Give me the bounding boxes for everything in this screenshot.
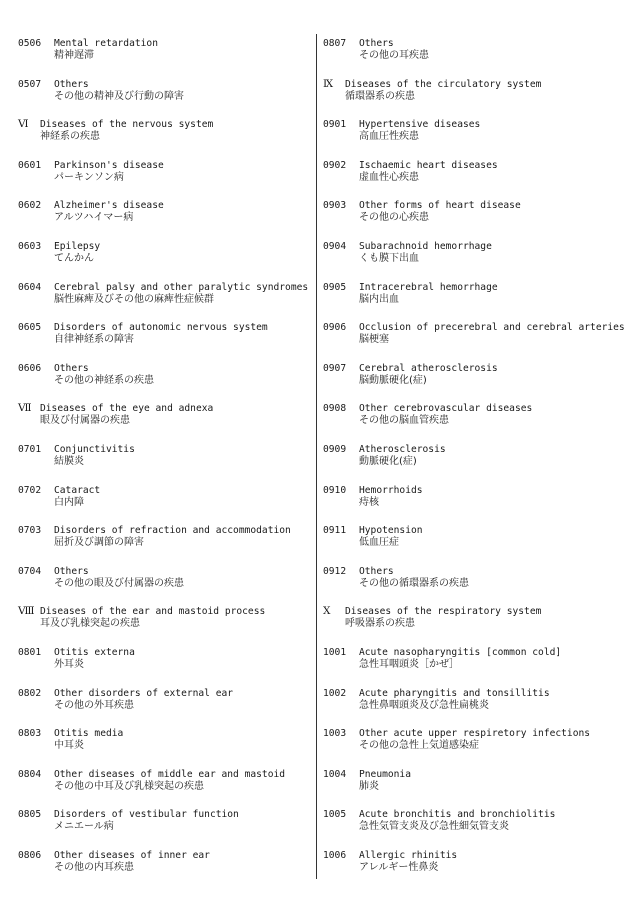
japanese-name: 肺炎 bbox=[359, 780, 379, 792]
disease-entry bbox=[18, 241, 310, 282]
japanese-name: 屈折及び調節の障害 bbox=[54, 537, 144, 549]
japanese-name: 結膜炎 bbox=[54, 455, 84, 467]
japanese-name: アレルギー性鼻炎 bbox=[359, 861, 439, 873]
english-name: Conjunctivitis bbox=[54, 443, 135, 455]
english-name: Others bbox=[54, 565, 89, 577]
japanese-name: その他の神経系の疾患 bbox=[54, 374, 154, 386]
japanese-name: くも膜下出血 bbox=[359, 252, 419, 264]
entry-code: 0910 bbox=[323, 484, 347, 496]
english-name: Otitis media bbox=[54, 728, 124, 740]
english-name: Subarachnoid hemorrhage bbox=[359, 240, 492, 252]
disease-entry bbox=[18, 728, 310, 769]
english-name: Cataract bbox=[54, 484, 101, 496]
english-name: Other forms of heart disease bbox=[359, 200, 521, 212]
english-name: Others bbox=[54, 362, 89, 374]
entry-code: 0907 bbox=[323, 362, 347, 374]
japanese-name: 急性鼻咽頭炎及び急性扁桃炎 bbox=[359, 699, 489, 711]
english-name: Intracerebral hemorrhage bbox=[359, 281, 498, 293]
english-name: Other diseases of middle ear and mastoid bbox=[54, 768, 286, 780]
english-name: Other disorders of external ear bbox=[54, 687, 234, 699]
entry-code: 0602 bbox=[18, 200, 42, 212]
english-name: Other cerebrovascular diseases bbox=[359, 403, 533, 415]
entry-code: 0901 bbox=[323, 119, 347, 131]
english-name: Others bbox=[54, 78, 89, 90]
disease-entry bbox=[323, 241, 623, 282]
japanese-name: その他の精神及び行動の障害 bbox=[54, 90, 184, 102]
entry-code: 0506 bbox=[18, 38, 42, 49]
japanese-name: その他の中耳及び乳様突起の疾患 bbox=[54, 780, 204, 792]
japanese-name: その他の心疾患 bbox=[359, 212, 429, 224]
entry-code: 0803 bbox=[18, 728, 42, 740]
japanese-name: その他の急性上気道感染症 bbox=[359, 740, 479, 752]
disease-entry bbox=[18, 200, 310, 241]
japanese-name: パーキンソン病 bbox=[54, 171, 124, 183]
disease-entry bbox=[323, 363, 623, 404]
entry-code: 1004 bbox=[323, 768, 347, 780]
english-name: Hypertensive diseases bbox=[359, 119, 481, 131]
english-name: Epilepsy bbox=[54, 240, 101, 252]
japanese-name: 神経系の疾患 bbox=[40, 131, 100, 143]
disease-entry bbox=[323, 647, 623, 688]
disease-entry bbox=[18, 525, 310, 566]
english-name: Other acute upper respiretory infections bbox=[359, 728, 591, 740]
japanese-name: 呼吸器系の疾患 bbox=[345, 618, 415, 630]
disease-entry bbox=[18, 809, 310, 850]
section-numeral: Ⅵ bbox=[18, 118, 29, 131]
entry-code: 1006 bbox=[323, 849, 347, 861]
section-numeral: Ⅸ bbox=[323, 77, 334, 90]
section-heading bbox=[18, 403, 310, 444]
english-name: Acute nasopharyngitis [common cold] bbox=[359, 646, 562, 658]
english-name: Disorders of refraction and accommodation bbox=[54, 525, 291, 537]
english-name: Disorders of vestibular function bbox=[54, 809, 239, 821]
japanese-name: その他の耳疾患 bbox=[359, 50, 429, 61]
disease-entry bbox=[323, 769, 623, 810]
english-name: Alzheimer's disease bbox=[54, 200, 164, 212]
right-column bbox=[323, 38, 623, 890]
japanese-name: 急性耳咽頭炎［かぜ］ bbox=[359, 658, 459, 670]
entry-code: 0801 bbox=[18, 646, 42, 658]
japanese-name: その他の外耳疾患 bbox=[54, 699, 134, 711]
japanese-name: 高血圧性疾患 bbox=[359, 131, 419, 143]
japanese-name: 痔核 bbox=[359, 496, 379, 508]
japanese-name: 循環器系の疾患 bbox=[345, 90, 415, 102]
entry-code: 0606 bbox=[18, 362, 42, 374]
disease-entry bbox=[323, 444, 623, 485]
english-name: Allergic rhinitis bbox=[359, 849, 458, 861]
japanese-name: てんかん bbox=[54, 252, 94, 264]
entry-code: 1001 bbox=[323, 646, 347, 658]
section-heading bbox=[18, 119, 310, 160]
disease-entry bbox=[323, 809, 623, 850]
entry-code: 0912 bbox=[323, 565, 347, 577]
entry-code: 0604 bbox=[18, 281, 42, 293]
entry-code: 0807 bbox=[323, 38, 347, 49]
english-name: Diseases of the circulatory system bbox=[345, 78, 542, 90]
entry-code: 0911 bbox=[323, 525, 347, 537]
english-name: Others bbox=[359, 565, 394, 577]
entry-code: 0908 bbox=[323, 403, 347, 415]
entry-code: 0805 bbox=[18, 809, 42, 821]
english-name: Hemorrhoids bbox=[359, 484, 423, 496]
section-heading bbox=[323, 606, 623, 647]
disease-entry bbox=[18, 38, 310, 79]
english-name: Disorders of autonomic nervous system bbox=[54, 322, 268, 334]
disease-entry bbox=[18, 566, 310, 607]
disease-entry bbox=[323, 728, 623, 769]
english-name: Otitis externa bbox=[54, 646, 135, 658]
entry-code: 0806 bbox=[18, 849, 42, 861]
disease-entry bbox=[18, 322, 310, 363]
japanese-name: 白内障 bbox=[54, 496, 84, 508]
japanese-name: 脳内出血 bbox=[359, 293, 399, 305]
disease-entry bbox=[323, 282, 623, 323]
english-name: Diseases of the nervous system bbox=[40, 119, 214, 131]
disease-entry bbox=[323, 850, 623, 891]
disease-entry bbox=[323, 485, 623, 526]
disease-entry bbox=[323, 119, 623, 160]
japanese-name: 自律神経系の障害 bbox=[54, 334, 134, 346]
disease-entry bbox=[18, 160, 310, 201]
entry-code: 1003 bbox=[323, 728, 347, 740]
disease-entry bbox=[18, 282, 310, 323]
english-name: Diseases of the respiratory system bbox=[345, 606, 542, 618]
japanese-name: 脳動脈硬化(症) bbox=[359, 374, 427, 386]
section-numeral: Ⅷ bbox=[18, 605, 35, 618]
japanese-name: 動脈硬化(症) bbox=[359, 455, 417, 467]
entry-code: 0603 bbox=[18, 240, 42, 252]
disease-entry bbox=[323, 525, 623, 566]
section-numeral: Ⅹ bbox=[323, 605, 331, 618]
entry-code: 0802 bbox=[18, 687, 42, 699]
english-name: Cerebral atherosclerosis bbox=[359, 362, 498, 374]
entry-code: 0909 bbox=[323, 443, 347, 455]
section-heading bbox=[323, 79, 623, 120]
disease-entry bbox=[323, 688, 623, 729]
entry-code: 0605 bbox=[18, 322, 42, 334]
disease-entry bbox=[18, 363, 310, 404]
disease-entry bbox=[18, 79, 310, 120]
japanese-name: 眼及び付属器の疾患 bbox=[40, 415, 130, 427]
japanese-name: メニエール病 bbox=[54, 821, 114, 833]
disease-entry bbox=[323, 38, 623, 79]
english-name: Others bbox=[359, 38, 394, 49]
english-name: Acute pharyngitis and tonsillitis bbox=[359, 687, 550, 699]
section-heading bbox=[18, 606, 310, 647]
entry-code: 0703 bbox=[18, 525, 42, 537]
english-name: Atherosclerosis bbox=[359, 443, 446, 455]
disease-entry bbox=[323, 322, 623, 363]
disease-entry bbox=[323, 403, 623, 444]
entry-code: 0702 bbox=[18, 484, 42, 496]
english-name: Occlusion of precerebral and cerebral arteries bbox=[359, 322, 625, 334]
disease-entry bbox=[323, 160, 623, 201]
english-name: Other diseases of inner ear bbox=[54, 849, 210, 861]
left-column bbox=[18, 38, 310, 890]
japanese-name: その他の眼及び付属器の疾患 bbox=[54, 577, 184, 589]
japanese-name: その他の内耳疾患 bbox=[54, 861, 134, 873]
japanese-name: 虚血性心疾患 bbox=[359, 171, 419, 183]
entry-code: 1005 bbox=[323, 809, 347, 821]
english-name: Cerebral palsy and other paralytic syndromes bbox=[54, 281, 309, 293]
english-name: Diseases of the ear and mastoid process bbox=[40, 606, 266, 618]
entry-code: 0906 bbox=[323, 322, 347, 334]
entry-code: 0601 bbox=[18, 159, 42, 171]
disease-entry bbox=[18, 647, 310, 688]
entry-code: 0904 bbox=[323, 240, 347, 252]
japanese-name: 外耳炎 bbox=[54, 658, 84, 670]
section-numeral: Ⅶ bbox=[18, 402, 32, 415]
disease-entry bbox=[18, 485, 310, 526]
entry-code: 0902 bbox=[323, 159, 347, 171]
entry-code: 0905 bbox=[323, 281, 347, 293]
entry-code: 0507 bbox=[18, 78, 42, 90]
japanese-name: その他の循環器系の疾患 bbox=[359, 577, 469, 589]
entry-code: 0701 bbox=[18, 443, 42, 455]
japanese-name: 耳及び乳様突起の疾患 bbox=[40, 618, 140, 630]
disease-entry bbox=[323, 200, 623, 241]
entry-code: 1002 bbox=[323, 687, 347, 699]
english-name: Acute bronchitis and bronchiolitis bbox=[359, 809, 556, 821]
japanese-name: アルツハイマー病 bbox=[54, 212, 134, 224]
disease-entry bbox=[18, 688, 310, 729]
english-name: Hypotension bbox=[359, 525, 423, 537]
entry-code: 0804 bbox=[18, 768, 42, 780]
japanese-name: その他の脳血管疾患 bbox=[359, 415, 449, 427]
entry-code: 0903 bbox=[323, 200, 347, 212]
japanese-name: 脳性麻痺及びその他の麻痺性症候群 bbox=[54, 293, 214, 305]
disease-entry bbox=[18, 769, 310, 810]
japanese-name: 精神遅滞 bbox=[54, 50, 94, 61]
japanese-name: 脳梗塞 bbox=[359, 334, 389, 346]
disease-entry bbox=[18, 850, 310, 891]
english-name: Mental retardation bbox=[54, 38, 158, 49]
japanese-name: 急性気管支炎及び急性細気管支炎 bbox=[359, 821, 509, 833]
english-name: Diseases of the eye and adnexa bbox=[40, 403, 214, 415]
entry-code: 0704 bbox=[18, 565, 42, 577]
english-name: Ischaemic heart diseases bbox=[359, 159, 498, 171]
disease-entry bbox=[323, 566, 623, 607]
japanese-name: 低血圧症 bbox=[359, 537, 399, 549]
japanese-name: 中耳炎 bbox=[54, 740, 84, 752]
english-name: Pneumonia bbox=[359, 768, 411, 780]
english-name: Parkinson's disease bbox=[54, 159, 164, 171]
column-divider bbox=[316, 34, 317, 879]
disease-entry bbox=[18, 444, 310, 485]
